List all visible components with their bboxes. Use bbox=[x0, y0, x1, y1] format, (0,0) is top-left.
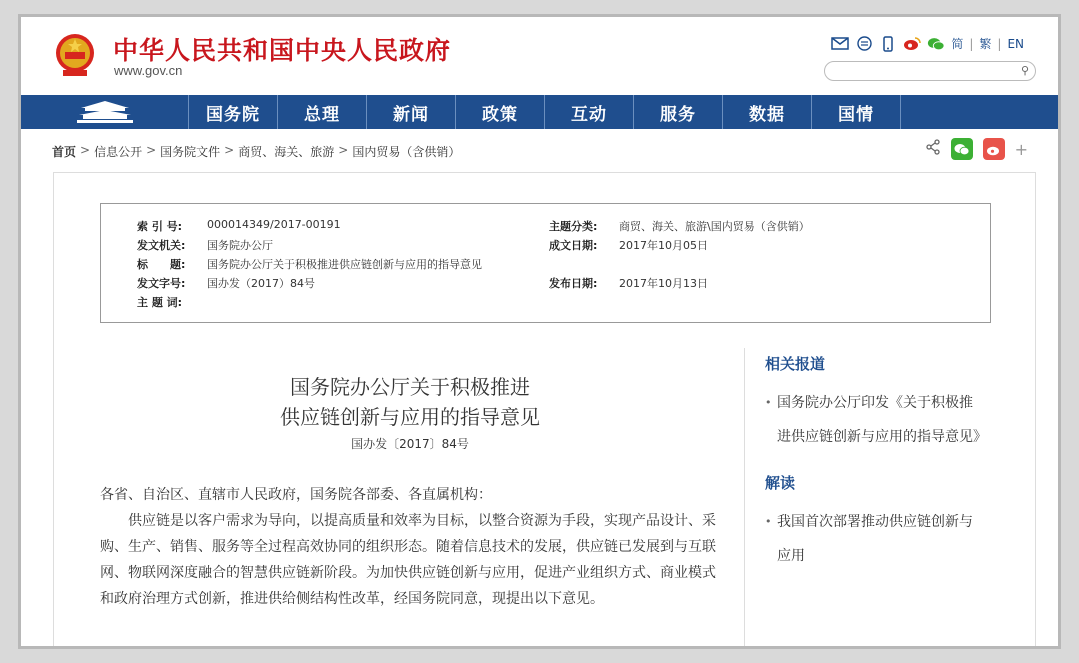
breadcrumb-arrow: > bbox=[224, 143, 235, 157]
nav-item-state-council[interactable]: 国务院 bbox=[189, 95, 278, 129]
breadcrumb-item[interactable]: 国内贸易（含供销） bbox=[352, 145, 461, 159]
nav-item-services[interactable]: 服务 bbox=[634, 95, 723, 129]
related-link[interactable]: • 国务院办公厅印发《关于积极推进供应链创新与应用的指导意见》 bbox=[765, 386, 985, 454]
meta-value: 000014349/2017-00191 bbox=[207, 218, 341, 231]
breadcrumb-item[interactable]: 国务院文件 bbox=[160, 145, 221, 159]
breadcrumb-item[interactable]: 商贸、海关、旅游 bbox=[238, 145, 335, 159]
document-meta-table bbox=[100, 203, 991, 323]
article-title-line: 国务院办公厅关于积极推进 bbox=[290, 375, 530, 399]
meta-value: 2017年10月13日 bbox=[619, 277, 708, 290]
article-title-line: 供应链创新与应用的指导意见 bbox=[280, 405, 540, 429]
meta-label: 标 题: bbox=[137, 258, 186, 271]
nav-item-news[interactable]: 新闻 bbox=[367, 95, 456, 129]
share-more-icon[interactable]: + bbox=[1014, 139, 1028, 159]
site-url: www.gov.cn bbox=[114, 63, 183, 78]
content-panel bbox=[53, 172, 1036, 649]
mobile-icon[interactable] bbox=[879, 36, 897, 52]
article-title bbox=[100, 372, 720, 432]
meta-value: 国务院办公厅关于积极推进供应链创新与应用的指导意见 bbox=[207, 258, 482, 271]
sidebar bbox=[765, 353, 985, 573]
rss-icon[interactable] bbox=[855, 36, 873, 52]
lang-separator: | bbox=[969, 36, 974, 51]
search-input[interactable] bbox=[824, 61, 1036, 81]
share-wechat-icon[interactable] bbox=[951, 138, 973, 160]
site-header bbox=[21, 17, 1058, 95]
breadcrumb-arrow: > bbox=[338, 143, 349, 157]
meta-label: 发文机关: bbox=[137, 239, 186, 252]
meta-label: 主 题 词: bbox=[137, 296, 183, 309]
national-emblem-icon[interactable] bbox=[54, 32, 96, 78]
breadcrumb-arrow: > bbox=[146, 143, 157, 157]
share-bar bbox=[925, 138, 1028, 160]
breadcrumb-arrow: > bbox=[80, 143, 91, 157]
meta-value: 2017年10月05日 bbox=[619, 239, 708, 252]
meta-value: 商贸、海关、旅游\国内贸易（含供销） bbox=[619, 220, 810, 233]
nav-item-interaction[interactable]: 互动 bbox=[545, 95, 634, 129]
meta-row bbox=[549, 218, 810, 234]
nav-item-policy[interactable]: 政策 bbox=[456, 95, 545, 129]
meta-row bbox=[549, 275, 708, 291]
meta-row bbox=[137, 237, 273, 253]
share-weibo-icon[interactable] bbox=[983, 138, 1005, 160]
meta-label: 索 引 号: bbox=[137, 220, 183, 233]
lang-simplified-link[interactable]: 简 bbox=[951, 37, 964, 51]
meta-label: 发文字号: bbox=[137, 277, 186, 290]
meta-row bbox=[137, 275, 315, 291]
weibo-icon[interactable] bbox=[903, 36, 921, 52]
lang-separator: | bbox=[997, 36, 1002, 51]
article-body bbox=[100, 482, 720, 612]
article-salutation: 各省、自治区、直辖市人民政府，国务院各部委、各直属机构： bbox=[100, 487, 492, 503]
article-paragraph: 供应链是以客户需求为导向，以提高质量和效率为目标，以整合资源为手段，实现产品设计、采购、生产、销售、服务等全过程高效协同的组织形态。随着信息技术的发展，供应链已发展到与互联网、物联网深度融合的智慧供应链新阶段。为加快供应链创新与应用，促进产业组织方式、商业模式和政府治理方式创新，推进供给侧结构性改革，经国务院同意，现提出以下意见。 bbox=[100, 513, 716, 607]
breadcrumb-home[interactable]: 首页 bbox=[52, 145, 77, 159]
tiananmen-logo-icon[interactable] bbox=[21, 95, 189, 129]
meta-value: 国务院办公厅 bbox=[207, 239, 273, 252]
meta-row bbox=[549, 237, 708, 253]
meta-row bbox=[137, 218, 341, 234]
header-tools bbox=[831, 35, 1024, 52]
main-nav bbox=[21, 95, 1058, 129]
lang-traditional-link[interactable]: 繁 bbox=[979, 37, 992, 51]
sidebar-divider bbox=[744, 348, 745, 649]
share-icon[interactable] bbox=[925, 139, 941, 159]
meta-label: 成文日期: bbox=[549, 239, 598, 252]
meta-label: 发布日期: bbox=[549, 277, 598, 290]
breadcrumb bbox=[52, 143, 460, 160]
article-doc-number: 国办发〔2017〕84号 bbox=[351, 437, 469, 451]
meta-row bbox=[137, 256, 482, 272]
lang-english-link[interactable]: EN bbox=[1007, 36, 1024, 51]
related-heading: 相关报道 bbox=[765, 355, 826, 373]
interpret-link[interactable]: • 我国首次部署推动供应链创新与应用 bbox=[765, 505, 985, 573]
browser-frame bbox=[18, 14, 1061, 649]
search-icon[interactable]: ⚲ bbox=[1020, 64, 1029, 77]
breadcrumb-item[interactable]: 信息公开 bbox=[94, 145, 143, 159]
meta-row bbox=[137, 294, 207, 310]
site-title[interactable]: 中华人民共和国中央人民政府 bbox=[113, 36, 452, 65]
article bbox=[100, 348, 720, 612]
nav-item-national-info[interactable]: 国情 bbox=[812, 95, 901, 129]
meta-value: 国办发（2017）84号 bbox=[207, 277, 315, 290]
nav-item-premier[interactable]: 总理 bbox=[278, 95, 367, 129]
meta-label: 主题分类: bbox=[549, 220, 598, 233]
wechat-icon[interactable] bbox=[927, 36, 945, 52]
mail-icon[interactable] bbox=[831, 36, 849, 52]
interpret-heading: 解读 bbox=[765, 474, 796, 492]
nav-item-data[interactable]: 数据 bbox=[723, 95, 812, 129]
